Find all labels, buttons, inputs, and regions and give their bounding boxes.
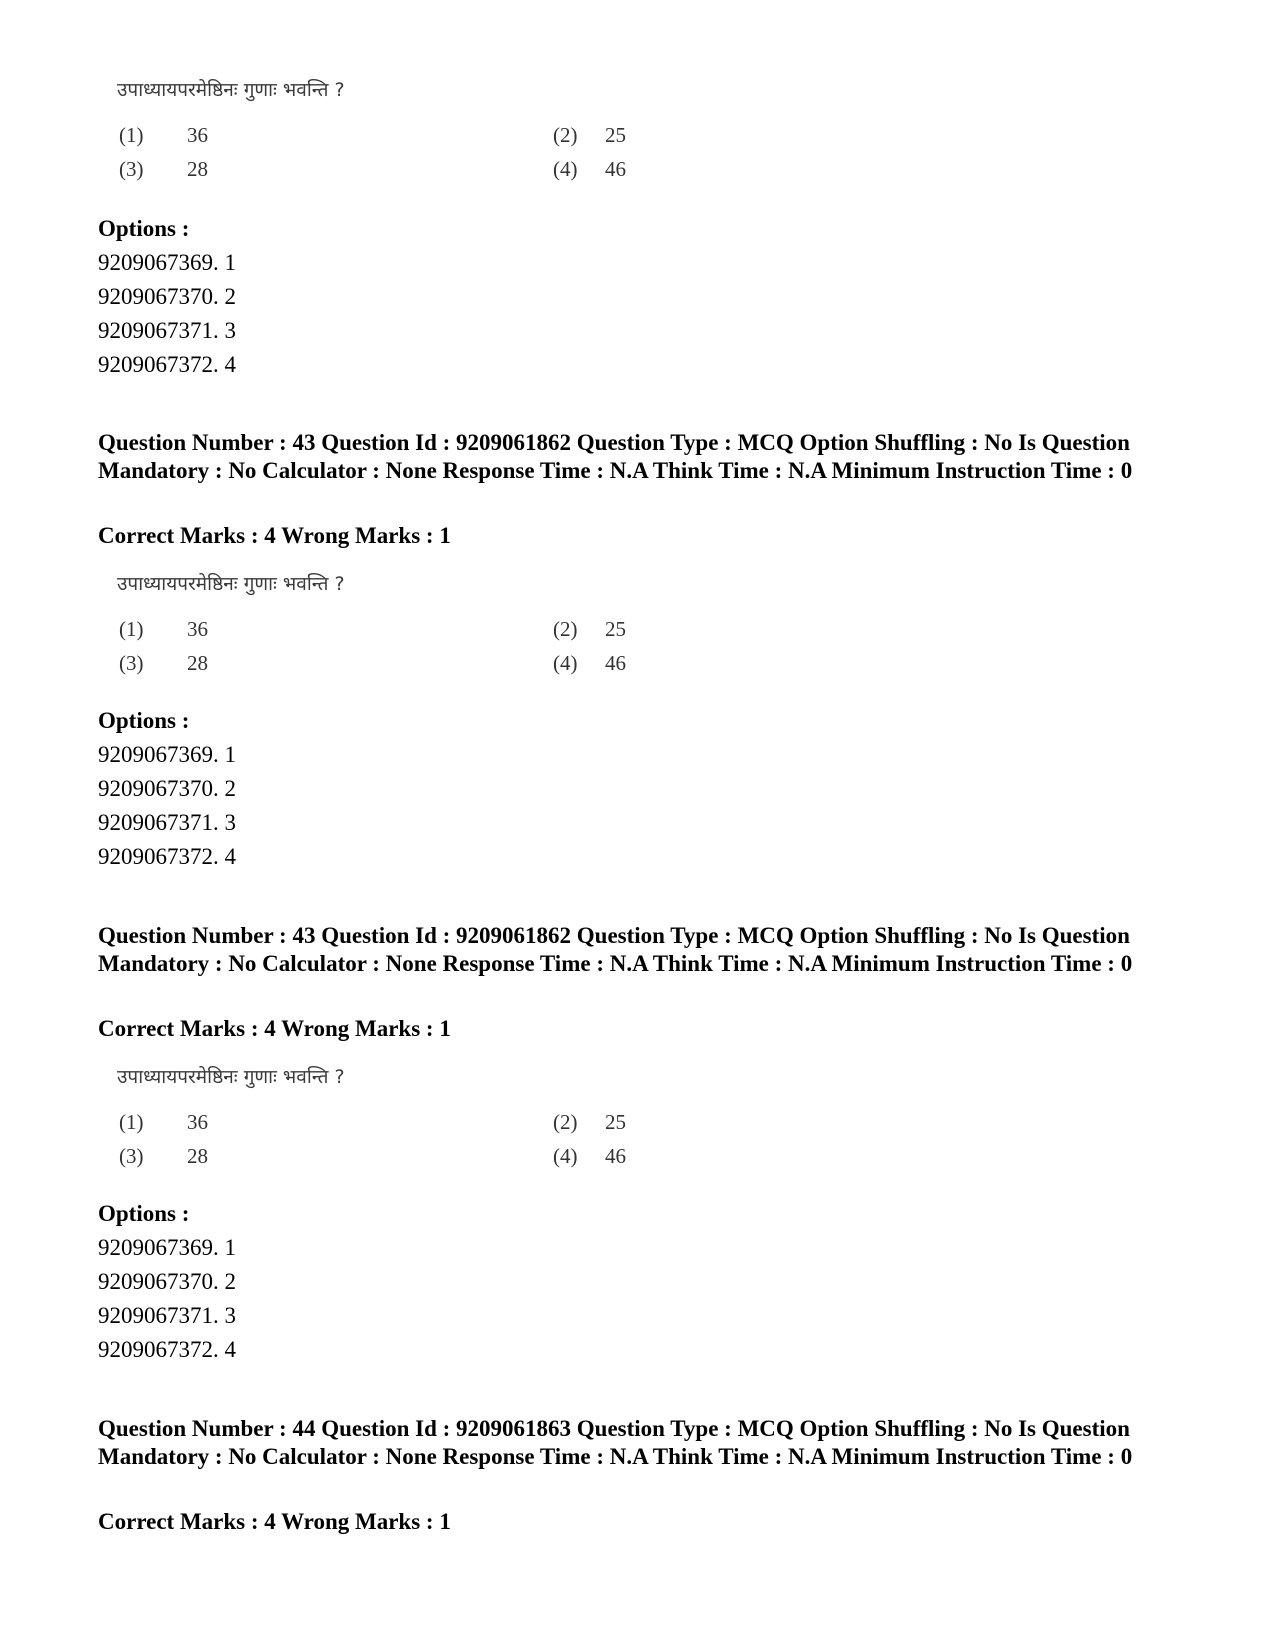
question-marks: Correct Marks : 4 Wrong Marks : 1 [98, 1016, 451, 1041]
choice-1: (1) 36 [119, 123, 208, 147]
option-line: 9209067369. 1 [98, 742, 236, 767]
option-line: 9209067371. 3 [98, 1303, 236, 1328]
option-line: 9209067372. 4 [98, 844, 236, 869]
options-heading: Options : [98, 1201, 190, 1226]
option-line: 9209067370. 2 [98, 776, 236, 801]
options-heading: Options : [98, 216, 190, 241]
option-line: 9209067371. 3 [98, 810, 236, 835]
question-text: उपाध्यायपरमेष्ठिनः गुणाः भवन्ति ? [117, 573, 345, 595]
option-line: 9209067371. 3 [98, 318, 236, 343]
option-line: 9209067370. 2 [98, 284, 236, 309]
option-line: 9209067370. 2 [98, 1269, 236, 1294]
choice-2: (2) 25 [553, 617, 626, 641]
options-heading: Options : [98, 708, 190, 733]
question-marks: Correct Marks : 4 Wrong Marks : 1 [98, 523, 451, 548]
question-image [115, 1065, 675, 1175]
option-line: 9209067372. 4 [98, 352, 236, 377]
choice-1: (1) 36 [119, 617, 208, 641]
question-text: उपाध्यायपरमेष्ठिनः गुणाः भवन्ति ? [117, 1066, 345, 1088]
option-line: 9209067369. 1 [98, 250, 236, 275]
choice-4: (4) 46 [553, 157, 626, 181]
question-image [115, 78, 675, 188]
question-marks: Correct Marks : 4 Wrong Marks : 1 [98, 1509, 451, 1534]
question-text: उपाध्यायपरमेष्ठिनः गुणाः भवन्ति ? [117, 79, 345, 101]
choice-2: (2) 25 [553, 123, 626, 147]
option-line: 9209067369. 1 [98, 1235, 236, 1260]
question-image [115, 572, 675, 682]
choice-4: (4) 46 [553, 1144, 626, 1168]
question-meta: Question Number : 44 Question Id : 9209061863 Question Type : MCQ Option Shuffling : No Is Question Mandatory : No Calculator : None Response Time : N.A Think Time : N.A Minimum Instruction Time : 0 [98, 1416, 1133, 1469]
question-meta: Question Number : 43 Question Id : 9209061862 Question Type : MCQ Option Shuffling : No Is Question Mandatory : No Calculator : None Response Time : N.A Think Time : N.A Minimum Instruction Time : 0 [98, 923, 1133, 976]
choice-3: (3) 28 [119, 651, 208, 675]
option-line: 9209067372. 4 [98, 1337, 236, 1362]
question-meta: Question Number : 43 Question Id : 9209061862 Question Type : MCQ Option Shuffling : No Is Question Mandatory : No Calculator : None Response Time : N.A Think Time : N.A Minimum Instruction Time : 0 [98, 430, 1133, 483]
choice-1: (1) 36 [119, 1110, 208, 1134]
choice-2: (2) 25 [553, 1110, 626, 1134]
choice-4: (4) 46 [553, 651, 626, 675]
choice-3: (3) 28 [119, 157, 208, 181]
choice-3: (3) 28 [119, 1144, 208, 1168]
